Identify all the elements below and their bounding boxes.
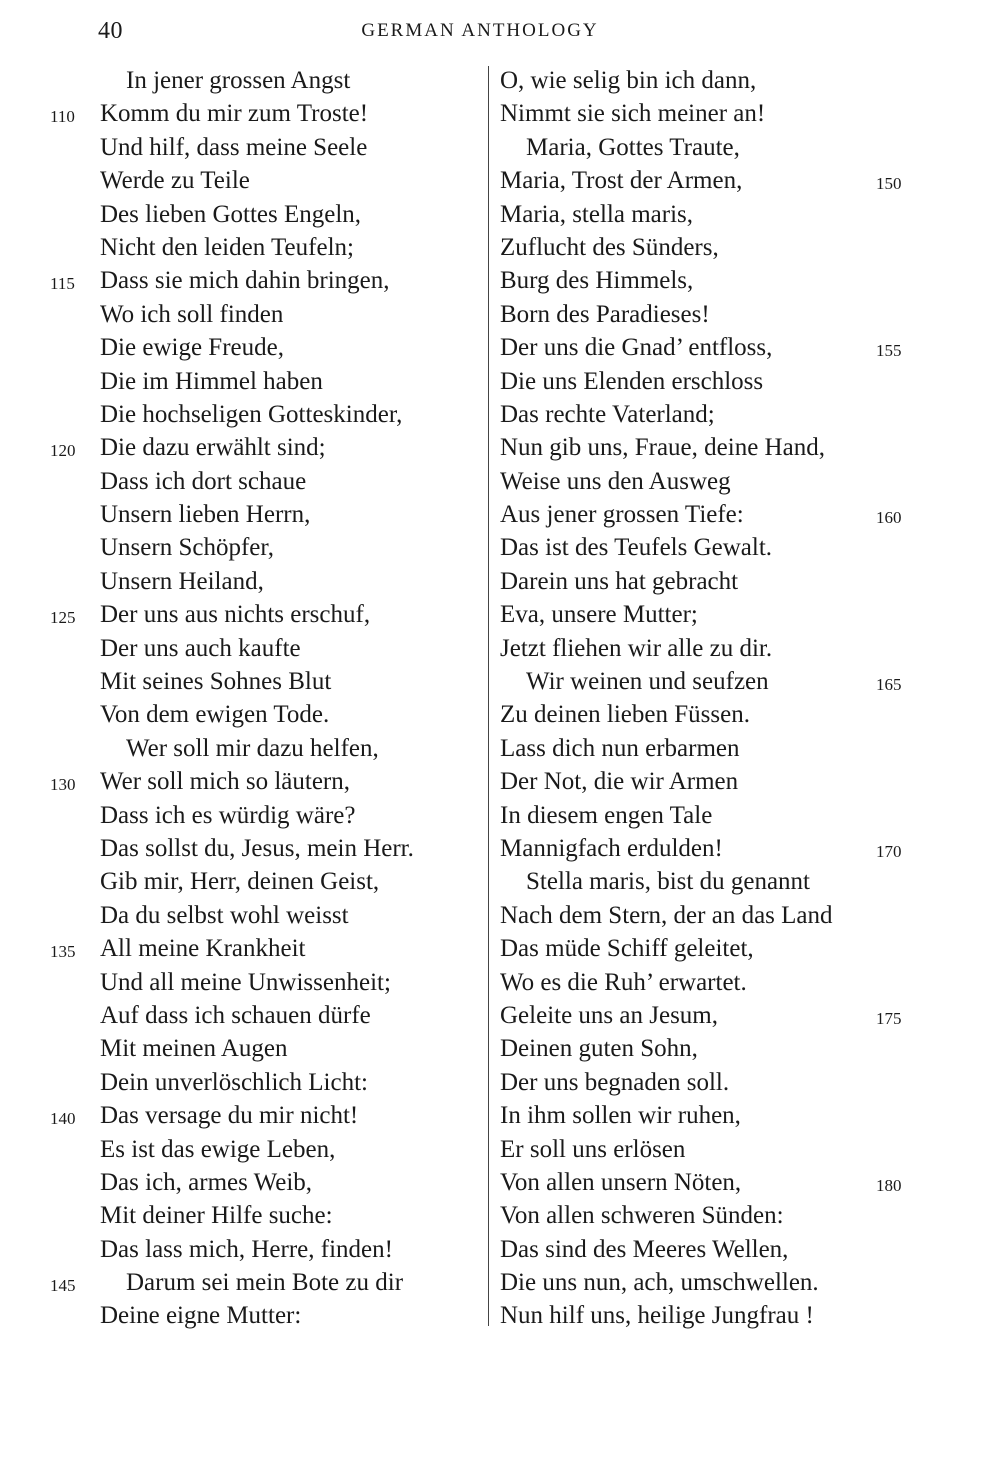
line-number: 155 — [876, 341, 902, 361]
verse-text: Werde zu Teile — [100, 167, 250, 195]
verse-line — [100, 698, 480, 731]
verse-line — [100, 64, 480, 97]
line-number: 120 — [50, 441, 76, 461]
line-number: 125 — [50, 608, 76, 628]
verse-line — [100, 231, 480, 264]
verse-line — [500, 698, 880, 731]
verse-line — [100, 1066, 480, 1099]
verse-text: Born des Paradieses! — [500, 300, 710, 328]
verse-text: Darein uns hat gebracht — [500, 567, 739, 595]
verse-line — [100, 365, 480, 398]
verse-text: Und all meine Unwissenheit; — [100, 968, 391, 996]
verse-text: Nach dem Stern, der an das Land — [500, 901, 833, 929]
verse-text: Die hochseligen Gotteskinder, — [100, 400, 403, 428]
verse-text: Eva, unsere Mutter; — [500, 601, 698, 629]
line-number: 170 — [876, 841, 902, 861]
verse-line — [100, 832, 480, 865]
verse-line — [500, 1133, 880, 1166]
page-number: 40 — [98, 18, 123, 44]
verse-text: O, wie selig bin ich dann, — [500, 67, 757, 94]
verse-line — [500, 164, 902, 197]
verse-text: Er soll uns erlösen — [500, 1135, 686, 1163]
verse-text: Von dem ewigen Tode. — [100, 701, 330, 729]
verse-text: Das rechte Vaterland; — [500, 400, 715, 428]
verse-line — [500, 1099, 880, 1132]
verse-line — [500, 1199, 880, 1232]
verse-text: Maria, stella maris, — [500, 200, 693, 228]
verse-text: Nun hilf uns, heilige Jungfrau ! — [500, 1302, 814, 1330]
verse-text: Geleite uns an Jesum, — [500, 1001, 719, 1029]
verse-line — [500, 231, 880, 264]
verse-text: Das sind des Meeres Wellen, — [500, 1235, 789, 1263]
line-number: 135 — [50, 942, 76, 962]
verse-line — [100, 1199, 480, 1232]
verse-text: Von allen unsern Nöten, — [500, 1168, 742, 1196]
verse-text: Stella maris, bist du genannt — [526, 868, 810, 896]
verse-line — [500, 331, 902, 364]
column-divider — [488, 66, 489, 1326]
verse-line — [500, 465, 880, 498]
verse-text: Weise uns den Ausweg — [500, 467, 731, 495]
verse-line — [500, 531, 880, 564]
verse-line — [100, 298, 480, 331]
verse-line — [50, 1099, 480, 1132]
verse-line — [500, 398, 880, 431]
verse-text: Und hilf, dass meine Seele — [100, 133, 368, 161]
verse-line — [100, 865, 480, 898]
verse-text: Mit meinen Augen — [100, 1035, 288, 1063]
verse-line — [500, 799, 880, 832]
verse-text: Es ist das ewige Leben, — [100, 1135, 336, 1163]
line-number: 150 — [876, 174, 902, 194]
verse-line — [100, 1233, 480, 1266]
verse-line — [500, 966, 880, 999]
verse-text: Zuflucht des Sünders, — [500, 233, 719, 261]
verse-line — [100, 465, 480, 498]
verse-text: Der uns aus nichts erschuf, — [100, 601, 371, 629]
verse-line — [100, 1032, 480, 1065]
verse-text: All meine Krankheit — [100, 935, 306, 963]
verse-text: Das ich, armes Weib, — [100, 1168, 313, 1196]
verse-text: Darum sei mein Bote zu dir — [126, 1269, 404, 1297]
verse-line — [100, 198, 480, 231]
verse-line — [500, 1066, 880, 1099]
verse-text: Jetzt fliehen wir alle zu dir. — [500, 634, 773, 662]
verse-line — [100, 1133, 480, 1166]
verse-text: Der Not, die wir Armen — [500, 768, 739, 796]
verse-line — [500, 131, 880, 164]
verse-line — [50, 932, 480, 965]
verse-text: Unsern Schöpfer, — [100, 534, 274, 562]
verse-line — [500, 264, 880, 297]
verse-text: Maria, Trost der Armen, — [500, 167, 743, 195]
verse-line — [100, 531, 480, 564]
verse-text: In jener grossen Angst — [126, 67, 351, 94]
poem-right-column — [500, 64, 902, 1333]
verse-text: Der uns auch kaufte — [100, 634, 301, 662]
verse-line — [100, 565, 480, 598]
verse-line — [50, 264, 480, 297]
verse-text: Die uns nun, ach, umschwellen. — [500, 1269, 819, 1297]
line-number: 165 — [876, 675, 902, 695]
running-title: GERMAN ANTHOLOGY — [361, 20, 599, 41]
verse-line — [100, 498, 480, 531]
verse-text: Die im Himmel haben — [100, 367, 323, 395]
line-number: 180 — [876, 1175, 902, 1195]
verse-text: Das ist des Teufels Gewalt. — [500, 534, 773, 562]
verse-text: Die uns Elenden erschloss — [500, 367, 764, 395]
verse-line — [100, 131, 480, 164]
verse-text: Aus jener grossen Tiefe: — [500, 501, 744, 529]
line-number: 160 — [876, 508, 902, 528]
verse-text: Wo ich soll finden — [100, 300, 284, 328]
poem-left-column — [50, 64, 480, 1333]
verse-line — [500, 932, 880, 965]
verse-line — [500, 1299, 880, 1332]
verse-line — [500, 498, 902, 531]
verse-text: Dein unverlöschlich Licht: — [100, 1068, 368, 1096]
verse-line — [500, 765, 880, 798]
verse-text: Wer soll mich so läutern, — [100, 768, 351, 796]
verse-text: Von allen schweren Sünden: — [500, 1202, 784, 1230]
verse-text: In ihm sollen wir ruhen, — [500, 1102, 741, 1130]
verse-line — [100, 899, 480, 932]
verse-line — [100, 665, 480, 698]
verse-line — [100, 632, 480, 665]
verse-text: Mannigfach erdulden! — [500, 834, 723, 862]
verse-text: Deinen guten Sohn, — [500, 1035, 698, 1063]
line-number: 175 — [876, 1008, 902, 1028]
verse-text: Des lieben Gottes Engeln, — [100, 200, 362, 228]
verse-line — [500, 899, 880, 932]
verse-line — [500, 732, 880, 765]
verse-line — [100, 1299, 480, 1332]
verse-text: Zu deinen lieben Füssen. — [500, 701, 750, 729]
verse-text: Mit seines Sohnes Blut — [100, 668, 332, 696]
verse-line — [500, 1266, 880, 1299]
verse-text: Die ewige Freude, — [100, 334, 284, 362]
verse-text: Nicht den leiden Teufeln; — [100, 233, 354, 261]
verse-line — [50, 598, 480, 631]
verse-text: Wo es die Ruh’ erwartet. — [500, 968, 747, 996]
verse-text: Unsern Heiland, — [100, 567, 264, 595]
verse-text: Mit deiner Hilfe suche: — [100, 1202, 333, 1230]
verse-line — [500, 64, 880, 97]
verse-text: Deine eigne Mutter: — [100, 1302, 302, 1330]
verse-line — [500, 665, 902, 698]
verse-line — [50, 1266, 480, 1299]
verse-text: Der uns begnaden soll. — [500, 1068, 730, 1096]
verse-line — [100, 732, 480, 765]
verse-text: Unsern lieben Herrn, — [100, 501, 311, 529]
verse-line — [500, 1166, 902, 1199]
verse-text: Burg des Himmels, — [500, 267, 694, 295]
verse-line — [500, 198, 880, 231]
verse-line — [100, 331, 480, 364]
verse-text: Der uns die Gnad’ entfloss, — [500, 334, 773, 362]
verse-line — [500, 598, 880, 631]
verse-line — [500, 431, 880, 464]
verse-line — [500, 365, 880, 398]
verse-text: Das lass mich, Herre, finden! — [100, 1235, 393, 1263]
verse-line — [50, 765, 480, 798]
verse-text: Die dazu erwählt sind; — [100, 434, 326, 462]
verse-text: Da du selbst wohl weisst — [100, 901, 349, 929]
verse-line — [50, 97, 480, 130]
line-number: 115 — [50, 274, 75, 294]
verse-text: Nimmt sie sich meiner an! — [500, 100, 766, 128]
verse-text: Wer soll mir dazu helfen, — [126, 734, 379, 762]
verse-text: Das versage du mir nicht! — [100, 1102, 359, 1130]
verse-text: Maria, Gottes Traute, — [526, 133, 740, 161]
verse-line — [100, 1166, 480, 1199]
line-number: 140 — [50, 1109, 76, 1129]
verse-text: Nun gib uns, Fraue, deine Hand, — [500, 434, 825, 462]
verse-line — [100, 398, 480, 431]
verse-text: Lass dich nun erbarmen — [500, 734, 740, 762]
verse-line — [50, 431, 480, 464]
verse-text: Gib mir, Herr, deinen Geist, — [100, 868, 380, 896]
verse-line — [500, 97, 880, 130]
line-number: 130 — [50, 775, 76, 795]
verse-line — [100, 799, 480, 832]
line-number: 145 — [50, 1276, 76, 1296]
verse-line — [100, 164, 480, 197]
verse-text: Auf dass ich schauen dürfe — [100, 1001, 371, 1029]
verse-text: Dass sie mich dahin bringen, — [100, 267, 390, 295]
verse-text: Dass ich es würdig wäre? — [100, 801, 356, 829]
verse-line — [500, 632, 880, 665]
verse-line — [100, 999, 480, 1032]
verse-text: Dass ich dort schaue — [100, 467, 307, 495]
verse-text: Komm du mir zum Troste! — [100, 100, 369, 128]
verse-line — [500, 1233, 880, 1266]
verse-line — [500, 999, 902, 1032]
verse-line — [500, 865, 880, 898]
verse-text: Das müde Schiff geleitet, — [500, 935, 754, 963]
verse-line — [500, 832, 902, 865]
verse-line — [100, 966, 480, 999]
line-number: 110 — [50, 107, 75, 127]
verse-line — [500, 1032, 880, 1065]
verse-text: Wir weinen und seufzen — [526, 668, 769, 696]
verse-text: In diesem engen Tale — [500, 801, 713, 829]
verse-line — [500, 298, 880, 331]
verse-text: Das sollst du, Jesus, mein Herr. — [100, 834, 414, 862]
verse-line — [500, 565, 880, 598]
